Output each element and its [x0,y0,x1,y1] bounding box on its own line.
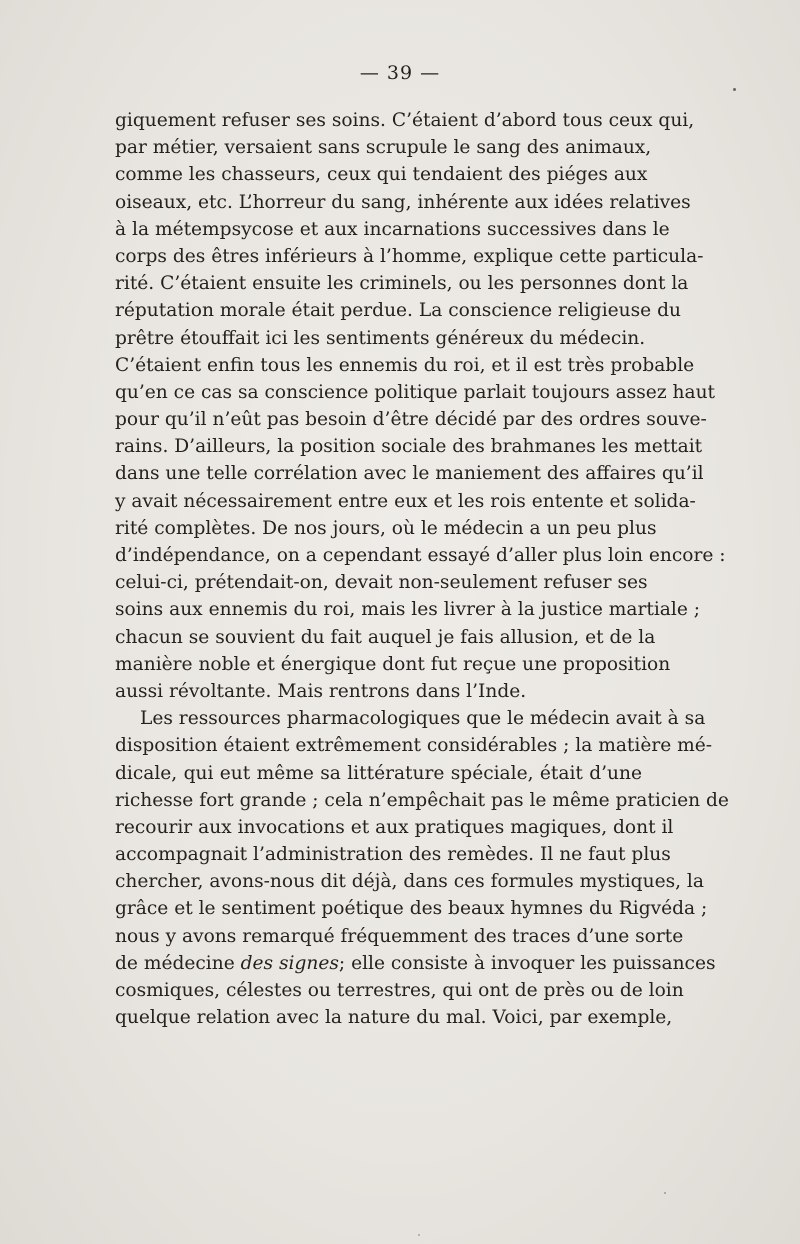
text-line: qu’en ce cas sa conscience politique parlait toujours assez haut [115,381,716,403]
text-line: accompagnait l’administration des remèdes. Il ne faut plus [115,844,671,866]
text-line: recourir aux invocations et aux pratiques magiques, dont il [115,816,674,838]
text-line: Les ressources pharmacologiques que le médecin avait à sa [140,708,706,730]
text-line: nous y avons remarqué fréquemment des traces d’une sorte [115,925,684,947]
text-line: réputation morale était perdue. La conscience religieuse du [115,300,681,322]
text-line: chacun se souvient du fait auquel je fais allusion, et de la [115,626,656,648]
text-line: pour qu’il n’eût pas besoin d’être décidé par des ordres souve- [115,409,707,431]
text-line: prêtre étouffait ici les sentiments généreux du médecin. [115,327,646,349]
text-line: rains. D’ailleurs, la position sociale des brahmanes les mettait [115,436,703,458]
text-line: disposition étaient extrêmement considérables ; la matière mé- [115,735,713,757]
italic-term: des signes [240,952,339,974]
text-line: rité complètes. De nos jours, où le médecin a un peu plus [115,517,657,539]
text-line: soins aux ennemis du roi, mais les livrer à la justice martiale ; [115,599,701,621]
text-line: à la métempsycose et aux incarnations successives dans le [115,218,670,240]
text-line: manière noble et énergique dont fut reçue une proposition [115,653,671,675]
paper-speck [418,1234,420,1236]
text-line: richesse fort grande ; cela n’empêchait pas le même praticien de [115,789,729,811]
text-line: comme les chasseurs, ceux qui tendaient des piéges aux [115,164,648,186]
text-line: giquement refuser ses soins. C’étaient d’abord tous ceux qui, [115,110,695,131]
text-line: corps des êtres inférieurs à l’homme, explique cette particula- [115,245,704,267]
paper-speck [733,88,736,91]
text-line: dans une telle corrélation avec le maniement des affaires qu’il [115,463,704,485]
text-line: par métier, versaient sans scrupule le sang des animaux, [115,137,652,159]
text-line: rité. C’étaient ensuite les criminels, ou les personnes dont la [115,273,689,295]
text-line: dicale, qui eut même sa littérature spéciale, était d’une [115,762,642,784]
text-line: d’indépendance, on a cependant essayé d’aller plus loin encore : [115,545,726,566]
text-line: chercher, avons-nous dit déjà, dans ces formules mystiques, la [115,871,704,893]
text-line-with-italic [115,950,716,977]
text-line: grâce et le sentiment poétique des beaux hymnes du Rigvéda ; [115,898,708,920]
text-line: aussi révoltante. Mais rentrons dans l’Inde. [115,680,527,702]
text-line: C’étaient enfin tous les ennemis du roi, et il est très probable [115,354,695,376]
text-segment: ; elle consiste à invoquer les puissances [338,952,716,974]
text-line: quelque relation avec la nature du mal. Voici, par exemple, [115,1007,673,1029]
text-line: y avait nécessairement entre eux et les rois entente et solida- [115,490,696,512]
text-line: celui-ci, prétendait-on, devait non-seulement refuser ses [115,572,648,594]
text-line: oiseaux, etc. L’horreur du sang, inhérente aux idées relatives [115,191,691,213]
text-segment: de médecine [115,952,235,974]
page-number: — 39 — [359,62,441,84]
body-text [115,107,729,1031]
text-line: cosmiques, célestes ou terrestres, qui ont de près ou de loin [115,980,684,1001]
paper-speck [664,1192,666,1194]
